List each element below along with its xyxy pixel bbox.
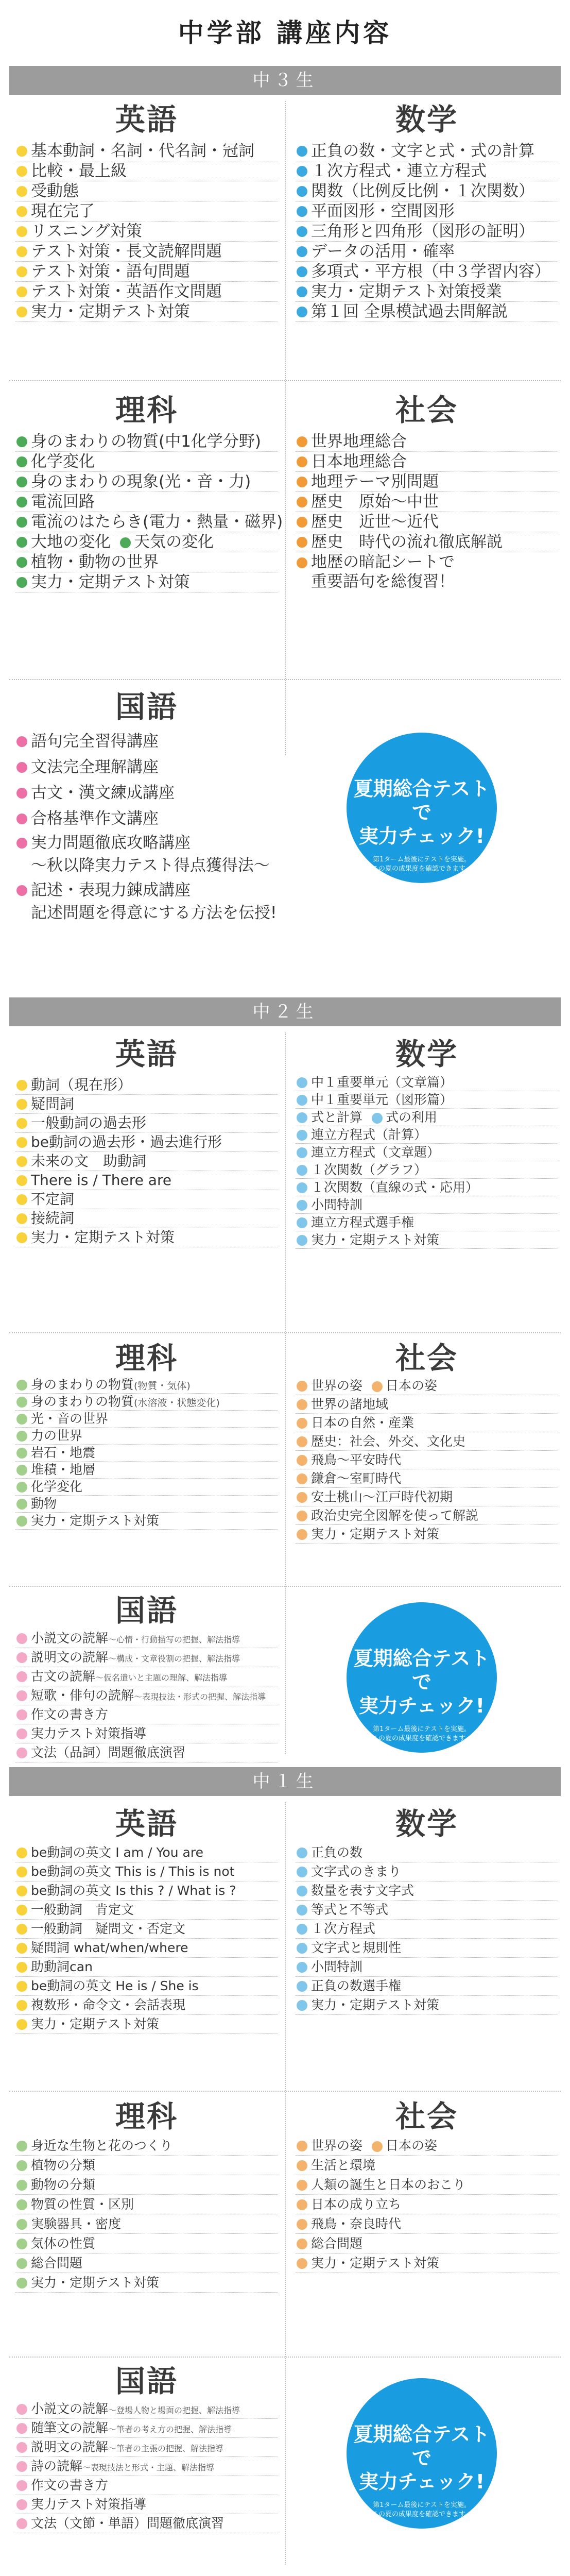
list-item: 式と計算 式の利用: [296, 1109, 558, 1126]
list-item: 身のまわりの物質(水溶液・状態変化): [15, 1394, 278, 1411]
bullet-icon: [16, 206, 27, 217]
bullet-icon: [297, 2219, 307, 2230]
list-item: 等式と不等式: [296, 1901, 558, 1920]
bullet-icon: [297, 1235, 307, 1246]
divider-vertical: [285, 101, 286, 755]
list-item: 実力テスト対策指導: [15, 2495, 278, 2514]
bullet-icon: [16, 2219, 27, 2230]
divider-horizontal: [9, 2357, 561, 2358]
bullet-icon: [16, 1397, 27, 1408]
list-item: テスト対策・語句問題: [15, 262, 278, 282]
bullet-icon: [16, 1671, 27, 1682]
bullet-icon: [16, 537, 27, 548]
bullet-icon: [297, 456, 307, 467]
bullet-icon: [16, 1380, 27, 1391]
list-item: 気体の性質: [15, 2234, 278, 2253]
bullet-icon: [16, 762, 27, 773]
english-panel: [15, 1805, 278, 2034]
subject-title: 数学: [395, 1806, 458, 1841]
list-item: 化学変化: [15, 452, 278, 472]
list-item: 動物: [15, 1496, 278, 1513]
bullet-icon: [16, 497, 27, 507]
bullet-icon: [16, 2461, 27, 2472]
bullet-icon: [16, 2199, 27, 2210]
bullet-icon: [297, 1217, 307, 1228]
list-item: 短歌・俳句の読解〜表現技法・形式の把握、解法指導: [15, 1686, 278, 1705]
divider-horizontal: [9, 679, 561, 680]
list-item: 正負の数: [296, 1843, 558, 1862]
bullet-icon: [16, 1080, 27, 1091]
list-item: 岩石・地震: [15, 1445, 278, 1462]
bullet-icon: [297, 1529, 307, 1540]
japanese-panel: [15, 688, 278, 926]
divider-horizontal: [9, 1332, 561, 1333]
bullet-icon: [16, 1232, 27, 1243]
bullet-icon: [297, 537, 307, 548]
list-item: 人類の誕生と日本のおこり: [296, 2175, 558, 2195]
list-item: 歴史 原始〜中世: [296, 492, 558, 512]
list-item: be動詞の英文 This is / This is not: [15, 1862, 278, 1882]
list-item: 疑問詞: [15, 1095, 278, 1114]
list-item: 助動詞can: [15, 1958, 278, 1977]
bullet-icon: [297, 2160, 307, 2171]
list-item: 日本の成り立ち: [296, 2195, 558, 2214]
bullet-icon: [16, 517, 27, 528]
bullet-icon: [372, 1381, 383, 1392]
list-item: 多項式・平方根（中３学習内容）: [296, 262, 558, 282]
english-panel: [15, 101, 278, 322]
list-item: 文字式のきまり: [296, 1862, 558, 1882]
bullet-icon: [16, 2019, 27, 2030]
list-item: 実力テスト対策指導: [15, 1724, 278, 1743]
bullet-icon: [16, 1499, 27, 1510]
list-item: 詩の読解〜表現技法と形式・主題、解法指導: [15, 2457, 278, 2476]
bullet-icon: [16, 1924, 27, 1935]
list-item: 世界の姿 日本の姿: [296, 2136, 558, 2156]
list-item: 説明文の読解〜構成・文章役割の把握、解法指導: [15, 1648, 278, 1667]
list-item: 世界地理総合: [296, 432, 558, 452]
bullet-icon: [297, 1436, 307, 1447]
list-item: be動詞の英文 I am / You are: [15, 1843, 278, 1862]
science-panel: [15, 2098, 278, 2293]
bullet-icon: [297, 1200, 307, 1211]
bullet-icon: [16, 577, 27, 588]
social-panel: [296, 392, 558, 591]
list-item: 小問特訓: [296, 1196, 558, 1214]
bullet-icon: [16, 186, 27, 197]
list-item: 動物の分類: [15, 2175, 278, 2195]
bullet-icon: [297, 1130, 307, 1141]
list-item: テスト対策・長文読解問題: [15, 242, 278, 262]
list-item: 実力・定期テスト対策: [15, 572, 278, 592]
subject-title: 英語: [115, 102, 178, 137]
japanese-panel: [15, 1592, 278, 1762]
divider-horizontal: [9, 1586, 561, 1587]
bullet-icon: [16, 2258, 27, 2269]
bullet-icon: [297, 1492, 307, 1503]
bullet-icon: [297, 477, 307, 487]
list-item: 電流回路: [15, 492, 278, 512]
bullet-icon: [16, 477, 27, 487]
bullet-icon: [16, 1633, 27, 1644]
math-panel: [296, 1036, 558, 1249]
bullet-icon: [297, 497, 307, 507]
bullet-icon: [297, 2180, 307, 2191]
bullet-icon: [16, 1118, 27, 1129]
list-item: be動詞の英文 He is / She is: [15, 1977, 278, 1996]
bullet-icon: [16, 1748, 27, 1758]
list-item: 小問特訓: [296, 1958, 558, 1977]
bullet-icon: [16, 2404, 27, 2415]
list-item: 三角形と四角形（図形の証明）: [296, 222, 558, 242]
list-item: 文法（文節・単語）問題徹底演習: [15, 2514, 278, 2533]
list-item: 歴史 時代の流れ徹底解説: [296, 532, 558, 552]
subject-title: 英語: [115, 1037, 178, 1072]
list-item: 正負の数・文字と式・式の計算: [296, 141, 558, 161]
bullet-icon: [16, 2499, 27, 2510]
list-item: 一般動詞 肯定文: [15, 1901, 278, 1920]
list-item: 連立方程式選手権: [296, 1214, 558, 1231]
bullet-icon: [297, 1943, 307, 1954]
list-item: 植物・動物の世界: [15, 552, 278, 572]
bullet-icon: [297, 1147, 307, 1158]
bullet-icon: [16, 814, 27, 824]
bullet-icon: [120, 537, 131, 548]
bullet-icon: [16, 1943, 27, 1954]
bullet-icon: [16, 2423, 27, 2434]
bullet-icon: [16, 557, 27, 568]
bullet-icon: [16, 1175, 27, 1186]
list-item: 世界の諸地域: [296, 1395, 558, 1414]
bullet-icon: [16, 1728, 27, 1739]
list-item: 総合問題: [15, 2253, 278, 2273]
bullet-icon: [16, 226, 27, 237]
list-item: 数量を表す文字式: [296, 1882, 558, 1901]
subject-title: 社会: [395, 1341, 458, 1376]
list-item: 歴史：社会、外交、文化史: [296, 1432, 558, 1451]
bullet-icon: [16, 456, 27, 467]
list-item: 複数形・命令文・会話表現: [15, 1996, 278, 2015]
list-item: 身のまわりの現象(光・音・力): [15, 472, 278, 492]
bullet-icon: [297, 286, 307, 297]
test-badge: 夏期総合テストで 実力チェック! 第1ターム最後にテストを実施。 この夏の成果度を確認できます。: [347, 733, 497, 883]
bullet-icon: [16, 2239, 27, 2249]
list-item: 実力・定期テスト対策: [15, 2273, 278, 2293]
list-item: 小説文の読解〜登場人物と場面の把握、解法指導: [15, 2400, 278, 2419]
list-item: 化学変化: [15, 1479, 278, 1496]
test-badge: 夏期総合テストで 実力チェック! 第1ターム最後にテストを実施。 この夏の成果度を確認できます。: [347, 2378, 497, 2529]
bullet-icon: [297, 1418, 307, 1429]
divider-horizontal: [9, 2091, 561, 2092]
bullet-icon: [297, 1511, 307, 1521]
list-item: be動詞の英文 Is this ? / What is ?: [15, 1882, 278, 1901]
bullet-icon: [297, 2141, 307, 2151]
list-item: 文法完全理解講座: [15, 754, 278, 780]
bullet-icon: [297, 1455, 307, 1466]
subject-title: 理科: [115, 2099, 178, 2134]
list-item: 実力・定期テスト対策: [15, 302, 278, 322]
subject-title: 理科: [115, 1341, 178, 1376]
bullet-icon: [16, 1482, 27, 1493]
list-item: 力の世界: [15, 1428, 278, 1445]
list-item: 身近な生物と花のつくり: [15, 2136, 278, 2156]
list-item: 中１重要単元（文章篇）: [296, 1074, 558, 1091]
list-item: 地歴の暗記シートで 重要語句を総復習！: [296, 552, 558, 591]
list-item: 連立方程式（計算）: [296, 1126, 558, 1144]
list-item: 地理テーマ別問題: [296, 472, 558, 492]
list-item: 第１回 全県模試過去問解説: [296, 302, 558, 322]
list-item: 政治史完全図解を使って解説: [296, 1506, 558, 1525]
bullet-icon: [16, 2278, 27, 2289]
list-item: 堆積・地層: [15, 1462, 278, 1479]
list-item: 実力・定期テスト対策: [296, 1996, 558, 2015]
grade-bar-g2: 中２生: [9, 997, 561, 1026]
bullet-icon: [16, 266, 27, 277]
list-item: 歴史 近世〜近代: [296, 512, 558, 532]
bullet-icon: [16, 1465, 27, 1476]
list-item: 安土桃山〜江戸時代初期: [296, 1488, 558, 1506]
bullet-icon: [16, 1414, 27, 1425]
list-item: 実力・定期テスト対策: [296, 2253, 558, 2273]
list-item: １次方程式・連立方程式: [296, 161, 558, 181]
divider-vertical: [285, 1032, 286, 1754]
list-item: 一般動詞 疑問文・否定文: [15, 1920, 278, 1939]
list-item: 大地の変化 天気の変化: [15, 532, 278, 552]
bullet-icon: [16, 1516, 27, 1527]
bullet-icon: [16, 2518, 27, 2529]
list-item: 合格基準作文講座: [15, 806, 278, 832]
bullet-icon: [297, 1182, 307, 1193]
list-item: 作文の書き方: [15, 1705, 278, 1724]
math-panel: [296, 101, 558, 322]
grade-bar-g1: 中１生: [9, 1767, 561, 1796]
divider-horizontal: [9, 380, 561, 381]
list-item: 身のまわりの物質(中1化学分野): [15, 432, 278, 452]
bullet-icon: [16, 1690, 27, 1701]
page-title: 中学部 講座内容: [178, 18, 392, 48]
bullet-icon: [297, 1473, 307, 1484]
bullet-icon: [16, 1652, 27, 1663]
list-item: 関数（比例反比例・１次関数）: [296, 181, 558, 201]
list-item: 世界の姿 日本の姿: [296, 1377, 558, 1395]
list-item: 実力・定期テスト対策授業: [296, 282, 558, 302]
bullet-icon: [16, 1848, 27, 1858]
list-item: 記述・表現力錬成講座 記述問題を得意にする方法を伝授!: [15, 879, 278, 926]
bullet-icon: [297, 266, 307, 277]
bullet-icon: [297, 146, 307, 157]
bullet-icon: [297, 2199, 307, 2210]
list-item: 語句完全習得講座: [15, 728, 278, 754]
list-item: 生活と環境: [296, 2156, 558, 2175]
bullet-icon: [16, 1905, 27, 1916]
list-item: 作文の書き方: [15, 2476, 278, 2495]
bullet-icon: [16, 1867, 27, 1877]
list-item: 説明文の読解〜筆者の主張の把握、解法指導: [15, 2438, 278, 2457]
list-item: 一般動詞の過去形: [15, 1114, 278, 1133]
list-item: 未来の文 助動詞: [15, 1152, 278, 1171]
list-item: データの活用・確率: [296, 242, 558, 262]
list-item: There is / There are: [15, 1171, 278, 1190]
subject-title: 社会: [395, 393, 458, 428]
subject-title: 理科: [115, 393, 178, 428]
bullet-icon: [16, 885, 27, 896]
list-item: 実力・定期テスト対策: [15, 1228, 278, 1247]
list-item: 古文の読解〜仮名遣いと主題の理解、解法指導: [15, 1667, 278, 1686]
list-item: 受動態: [15, 181, 278, 201]
bullet-icon: [16, 1709, 27, 1720]
subject-title: 英語: [115, 1806, 178, 1841]
bullet-icon: [16, 736, 27, 747]
list-item: テスト対策・英語作文問題: [15, 282, 278, 302]
bullet-icon: [16, 2141, 27, 2151]
bullet-icon: [16, 436, 27, 447]
list-item: １次関数（グラフ）: [296, 1161, 558, 1179]
list-item: リスニング対策: [15, 222, 278, 242]
list-item: 実力・定期テスト対策: [296, 1231, 558, 1249]
bullet-icon: [297, 206, 307, 217]
bullet-icon: [297, 186, 307, 197]
bullet-icon: [297, 307, 307, 317]
test-badge: 夏期総合テストで 実力チェック! 第1ターム最後にテストを実施。 この夏の成果度を確認できます。: [347, 1602, 497, 1753]
math-panel: [296, 1805, 558, 2015]
bullet-icon: [372, 1113, 383, 1124]
bullet-icon: [297, 1962, 307, 1973]
social-panel: [296, 1340, 558, 1544]
bullet-icon: [297, 1848, 307, 1858]
bullet-icon: [297, 226, 307, 237]
bullet-icon: [297, 2000, 307, 2011]
list-item: １次関数（直線の式・応用）: [296, 1179, 558, 1196]
bullet-icon: [16, 307, 27, 317]
bullet-icon: [16, 1213, 27, 1224]
bullet-icon: [16, 1194, 27, 1205]
list-item: 飛鳥・奈良時代: [296, 2214, 558, 2234]
list-item: 飛鳥〜平安時代: [296, 1451, 558, 1469]
list-item: 比較・最上級: [15, 161, 278, 181]
bullet-icon: [16, 1137, 27, 1148]
bullet-icon: [16, 1099, 27, 1110]
subject-title: 社会: [395, 2099, 458, 2134]
subject-title: 国語: [115, 689, 178, 724]
list-item: 実力・定期テスト対策: [15, 1513, 278, 1530]
bullet-icon: [297, 246, 307, 257]
science-panel: [15, 392, 283, 592]
list-item: 疑問詞 what/when/where: [15, 1939, 278, 1958]
list-item: 現在完了: [15, 201, 278, 222]
bullet-icon: [16, 246, 27, 257]
bullet-icon: [297, 1112, 307, 1123]
list-item: 実力・定期テスト対策: [296, 1525, 558, 1544]
bullet-icon: [16, 2000, 27, 2011]
list-item: 鎌倉〜室町時代: [296, 1469, 558, 1488]
bullet-icon: [16, 1448, 27, 1459]
list-item: 随筆文の読解〜筆者の考え方の把握、解法指導: [15, 2419, 278, 2438]
bullet-icon: [16, 1962, 27, 1973]
bullet-icon: [297, 1886, 307, 1896]
list-item: 平面図形・空間図形: [296, 201, 558, 222]
bullet-icon: [297, 1381, 307, 1392]
bullet-icon: [297, 517, 307, 528]
list-item: 実力・定期テスト対策: [15, 2015, 278, 2034]
social-panel: [296, 2098, 558, 2273]
bullet-icon: [297, 1905, 307, 1916]
bullet-icon: [297, 1095, 307, 1106]
subject-title: 国語: [115, 2364, 178, 2399]
bullet-icon: [16, 146, 27, 157]
list-item: 実力問題徹底攻略講座 〜秋以降実力テスト得点獲得法〜: [15, 832, 278, 879]
bullet-icon: [297, 557, 307, 568]
list-item: 接続詞: [15, 1209, 278, 1228]
bullet-icon: [297, 1924, 307, 1935]
bullet-icon: [372, 2141, 383, 2152]
bullet-icon: [16, 1156, 27, 1167]
bullet-icon: [297, 1981, 307, 1992]
bullet-icon: [16, 2180, 27, 2191]
list-item: 古文・漢文練成講座: [15, 780, 278, 806]
bullet-icon: [297, 1165, 307, 1176]
bullet-icon: [16, 2442, 27, 2453]
bullet-icon: [297, 1077, 307, 1088]
list-item: 実験器具・密度: [15, 2214, 278, 2234]
bullet-icon: [297, 1399, 307, 1410]
bullet-icon: [16, 838, 27, 849]
list-item: 電流のはたらき(電力・熱量・磁界): [15, 512, 278, 532]
subject-title: 国語: [115, 1593, 178, 1628]
list-item: １次方程式: [296, 1920, 558, 1939]
bullet-icon: [16, 788, 27, 799]
grade-bar-g3: 中３生: [9, 66, 561, 95]
english-panel: [15, 1036, 278, 1247]
bullet-icon: [297, 1867, 307, 1877]
list-item: 日本の自然・産業: [296, 1414, 558, 1432]
divider-vertical: [285, 1802, 286, 2565]
bullet-icon: [297, 2239, 307, 2249]
list-item: 文字式と規則性: [296, 1939, 558, 1958]
bullet-icon: [16, 1431, 27, 1442]
bullet-icon: [16, 2480, 27, 2491]
list-item: 日本地理総合: [296, 452, 558, 472]
subject-title: 数学: [395, 102, 458, 137]
list-item: be動詞の過去形・過去進行形: [15, 1133, 278, 1152]
list-item: 基本動詞・名詞・代名詞・冠詞: [15, 141, 278, 161]
bullet-icon: [297, 2258, 307, 2269]
list-item: 物質の性質・区別: [15, 2195, 278, 2214]
bullet-icon: [297, 166, 307, 177]
bullet-icon: [16, 1981, 27, 1992]
science-panel: [15, 1340, 278, 1530]
list-item: 不定詞: [15, 1190, 278, 1209]
bullet-icon: [297, 436, 307, 447]
list-item: 小説文の読解〜心情・行動描写の把握、解法指導: [15, 1629, 278, 1648]
bullet-icon: [16, 1886, 27, 1896]
list-item: 光・音の世界: [15, 1411, 278, 1428]
list-item: 中１重要単元（図形篇）: [296, 1091, 558, 1109]
subject-title: 数学: [395, 1037, 458, 1072]
list-item: 総合問題: [296, 2234, 558, 2253]
bullet-icon: [16, 286, 27, 297]
list-item: 動詞（現在形）: [15, 1076, 278, 1095]
list-item: 文法（品詞）問題徹底演習: [15, 1743, 278, 1762]
bullet-icon: [16, 166, 27, 177]
list-item: 正負の数選手権: [296, 1977, 558, 1996]
list-item: 連立方程式（文章題）: [296, 1144, 558, 1161]
list-item: 身のまわりの物質(物質・気体): [15, 1377, 278, 1394]
japanese-panel: [15, 2363, 278, 2533]
list-item: 植物の分類: [15, 2156, 278, 2175]
bullet-icon: [16, 2160, 27, 2171]
